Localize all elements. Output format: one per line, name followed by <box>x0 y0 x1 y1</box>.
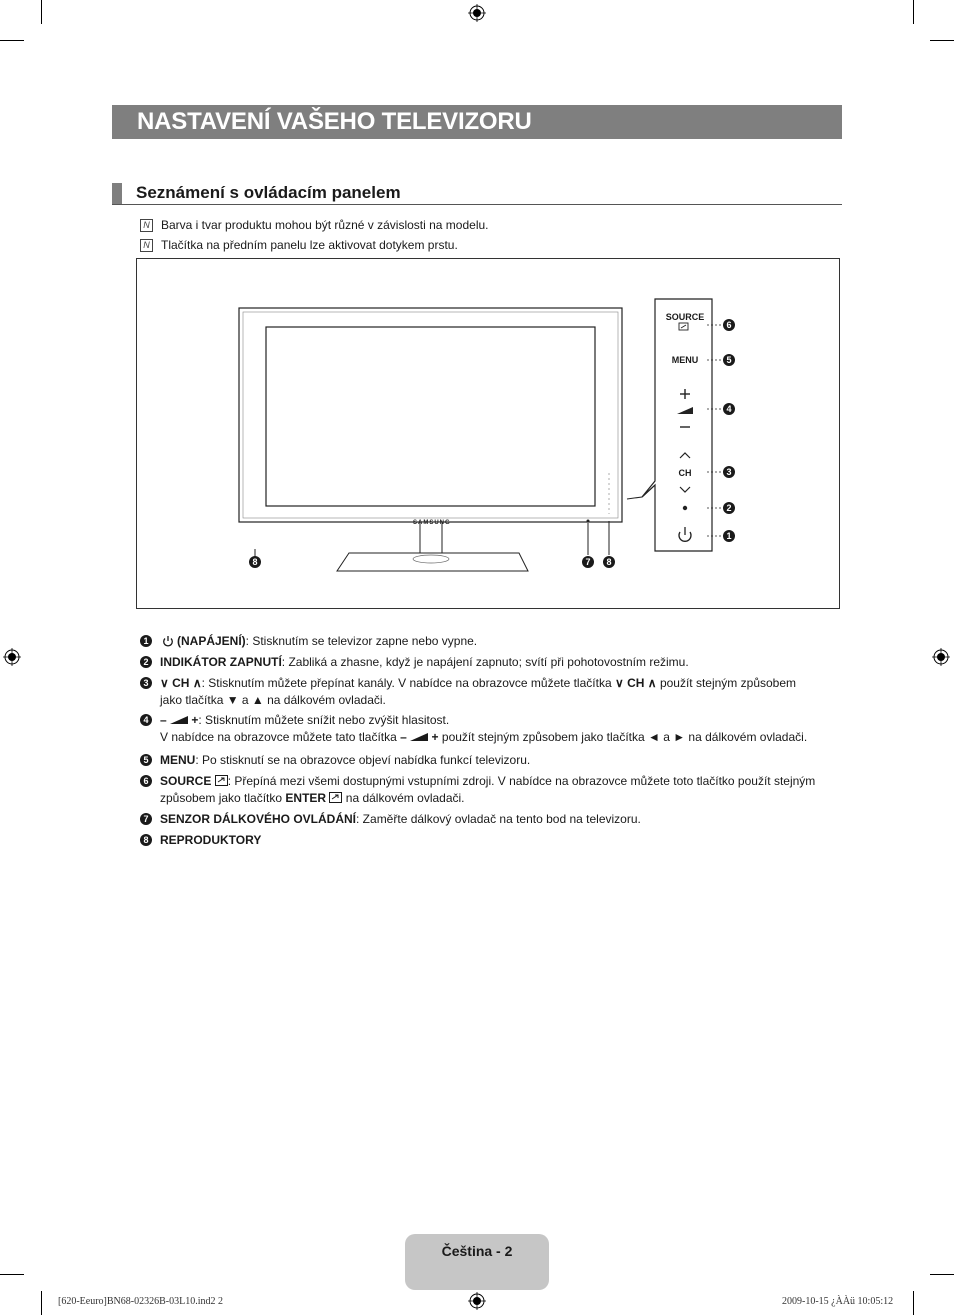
registration-mark-icon <box>3 648 21 666</box>
item-number: 3 <box>140 677 152 689</box>
callout-4: 4 <box>723 403 735 415</box>
page-number-tab <box>405 1234 549 1290</box>
item-text: použít stejným způsobem <box>659 676 797 690</box>
page-number: Čeština - 2 <box>441 1243 513 1259</box>
item-label: SOURCE <box>160 774 212 788</box>
chevron-up-icon: ∧ <box>192 676 202 690</box>
crop-mark <box>0 40 24 41</box>
crop-mark <box>930 1274 954 1275</box>
plus-icon: + <box>431 730 439 744</box>
callout-8: 8 <box>249 556 261 568</box>
desc-item-2 <box>140 654 845 671</box>
callout-3: 3 <box>723 466 735 478</box>
crop-mark <box>41 1291 42 1315</box>
item-label: CH <box>627 676 645 690</box>
callout-6: 6 <box>723 319 735 331</box>
item-label: MENU <box>160 753 196 767</box>
item-text: V nabídce na obrazovce můžete tato tlačítka <box>160 730 397 744</box>
item-text: : Zaměřte dálkový ovladač na tento bod na televizoru. <box>356 812 641 826</box>
crop-mark <box>0 1274 24 1275</box>
minus-icon: – <box>160 713 167 727</box>
item-number: 5 <box>140 754 152 766</box>
section-title: Seznámení s ovládacím panelem <box>136 183 401 202</box>
print-stamp: 2009-10-15 ¿ÀÀü 10:05:12 <box>782 1296 894 1307</box>
source-icon <box>215 775 228 786</box>
item-text: : Stisknutím se televizor zapne nebo vypne. <box>245 634 478 648</box>
chevron-down-icon: ∨ <box>614 676 624 690</box>
registration-mark-icon <box>468 4 486 22</box>
note-text: Tlačítka na předním panelu lze aktivovat dotykem prstu. <box>161 238 458 252</box>
note-icon: N <box>140 239 153 252</box>
crop-mark <box>930 40 954 41</box>
crop-mark <box>913 1291 914 1315</box>
note <box>140 238 458 252</box>
tv-illustration <box>137 259 839 608</box>
crop-mark <box>41 0 42 24</box>
item-text: způsobem jako tlačítko <box>160 791 283 805</box>
page-title: NASTAVENÍ VAŠEHO TELEVIZORU <box>137 108 532 135</box>
panel-source-label: SOURCE <box>665 312 705 322</box>
desc-item-4 <box>140 712 845 746</box>
section-marker <box>112 183 122 204</box>
panel-menu-label: MENU <box>671 355 699 365</box>
desc-item-8 <box>140 832 845 849</box>
minus-icon: – <box>400 730 407 744</box>
volume-icon <box>410 733 428 741</box>
callout-2: 2 <box>723 502 735 514</box>
item-number: 2 <box>140 656 152 668</box>
item-text: : Stisknutím můžete snížit nebo zvýšit hlasitost. <box>198 713 450 727</box>
volume-icon <box>170 716 188 724</box>
callout-7: 7 <box>582 556 594 568</box>
note-text: Barva i tvar produktu mohou být různé v závislosti na modelu. <box>161 218 489 232</box>
desc-item-7 <box>140 811 845 828</box>
item-number: 6 <box>140 775 152 787</box>
callout-5: 5 <box>723 354 735 366</box>
item-text: jako tlačítka ▼ a ▲ na dálkovém ovladači. <box>160 693 386 707</box>
item-number: 8 <box>140 834 152 846</box>
panel-ch-label: CH <box>678 468 692 478</box>
chevron-down-icon: ∨ <box>160 676 169 690</box>
section-divider <box>112 204 842 205</box>
callout-8: 8 <box>603 556 615 568</box>
power-icon <box>162 635 174 647</box>
item-text: na dálkovém ovladači. <box>345 791 465 805</box>
crop-mark <box>913 0 914 24</box>
file-name: [620-Eeuro]BN68-02326B-03L10.ind2 2 <box>58 1296 223 1307</box>
enter-icon <box>329 792 342 803</box>
note <box>140 218 489 232</box>
chevron-up-icon: ∧ <box>647 676 657 690</box>
item-text: : Zabliká a zhasne, když je napájení zapnuto; svítí při pohotovostním režimu. <box>281 655 689 669</box>
item-number: 1 <box>140 635 152 647</box>
item-text: : Stisknutím můžete přepínat kanály. V nabídce na obrazovce můžete tlačítka <box>201 676 612 690</box>
desc-item-6 <box>140 773 845 807</box>
desc-item-3 <box>140 675 845 709</box>
item-number: 4 <box>140 714 152 726</box>
registration-mark-icon <box>932 648 950 666</box>
item-label: REPRODUKTORY <box>160 833 262 847</box>
callout-1: 1 <box>723 530 735 542</box>
desc-item-5 <box>140 752 845 769</box>
item-label: (NAPÁJENÍ) <box>177 634 246 648</box>
item-label: ENTER <box>285 791 327 805</box>
item-label: CH <box>172 676 190 690</box>
desc-item-1 <box>140 633 845 650</box>
item-label: SENZOR DÁLKOVÉHO OVLÁDÁNÍ <box>160 812 357 826</box>
tv-diagram <box>136 258 840 609</box>
item-text: použít stejným způsobem jako tlačítka ◄ a ► na dálkovém ovladači. <box>441 730 808 744</box>
title-bar <box>112 105 842 139</box>
brand-logo: SAMSUNG <box>413 520 451 526</box>
registration-mark-icon <box>468 1292 486 1310</box>
item-label: INDIKÁTOR ZAPNUTÍ <box>160 655 282 669</box>
plus-icon: + <box>191 713 199 727</box>
note-icon: N <box>140 219 153 232</box>
item-text: : Přepíná mezi všemi dostupnými vstupními zdroji. V nabídce na obrazovce můžete toto tlačítko použít stejným <box>227 774 816 788</box>
item-number: 7 <box>140 813 152 825</box>
item-text: : Po stisknutí se na obrazovce objeví nabídka funkcí televizoru. <box>195 753 531 767</box>
